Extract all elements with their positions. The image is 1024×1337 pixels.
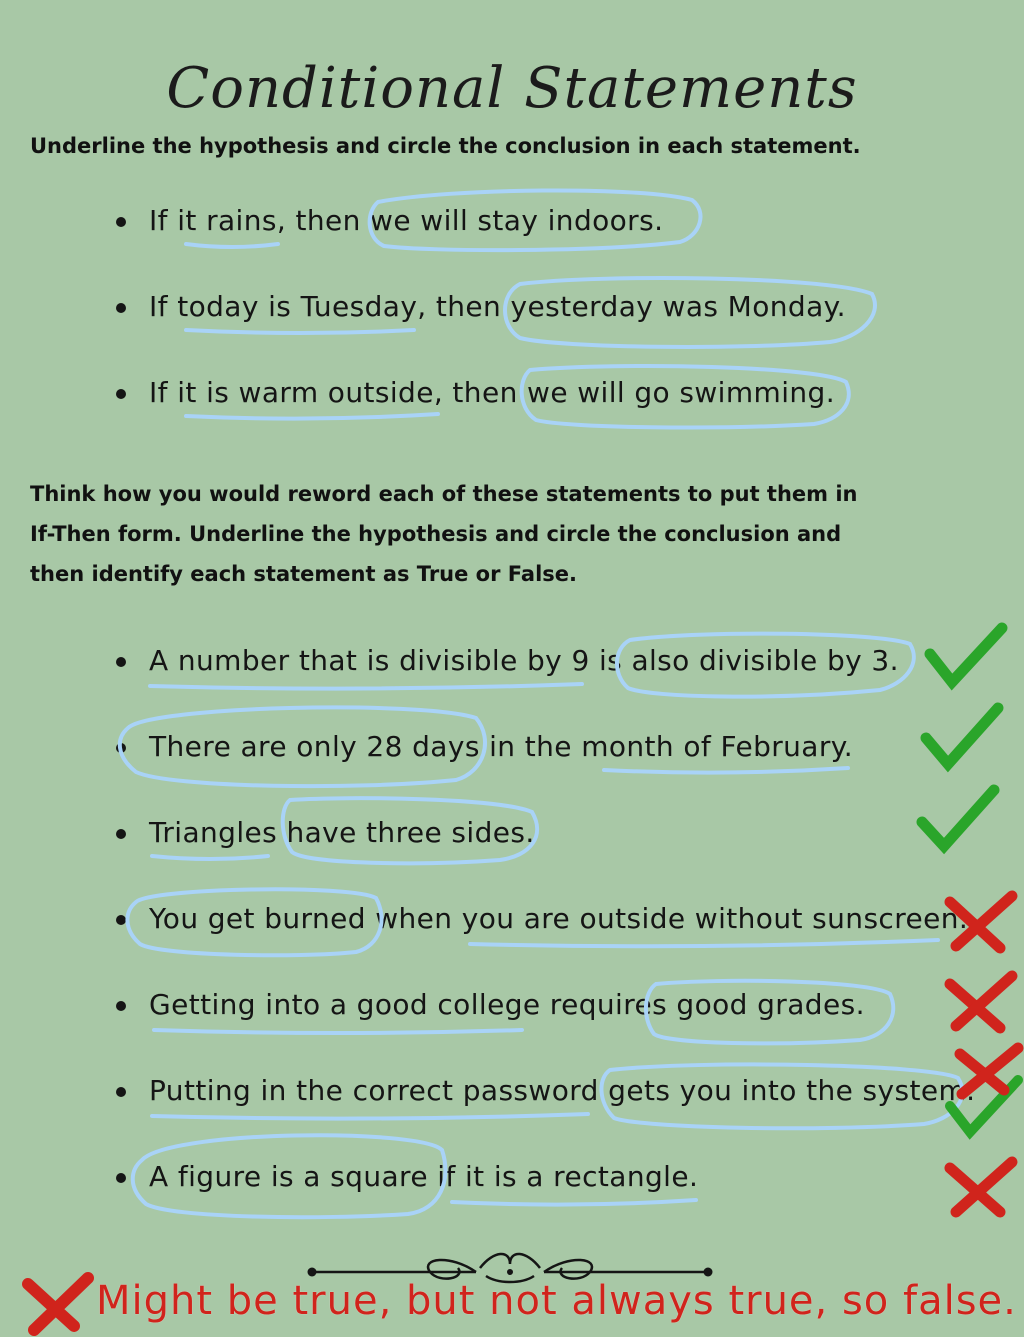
tf-statement-4: You get burned when you are outside without sunscreen. [116, 902, 968, 935]
check-icon [930, 628, 1002, 682]
cross-icon [950, 976, 1012, 1028]
underline-hypothesis-2 [186, 330, 414, 333]
statement-2: If today is Tuesday, then yesterday was Monday. [116, 290, 846, 323]
circle-conclusion-7 [127, 889, 381, 955]
underline-hypothesis-8 [154, 1030, 522, 1033]
circle-conclusion-8 [646, 981, 893, 1044]
statement-3: If it is warm outside, then we will go swimming. [116, 376, 835, 409]
underline-hypothesis-6 [152, 856, 268, 859]
footer-note: Might be true, but not always true, so false. [96, 1278, 1017, 1324]
tf-statement-7: A figure is a square if it is a rectangle. [116, 1160, 698, 1193]
instruction-2-line-2: If-Then form. Underline the hypothesis and circle the conclusion and [30, 522, 842, 546]
tf-statement-2: There are only 28 days in the month of February. [116, 730, 853, 763]
underline-hypothesis-7 [470, 940, 938, 946]
underline-hypothesis-9 [152, 1114, 588, 1119]
circle-conclusion-1 [370, 190, 701, 250]
check-icon [922, 790, 994, 846]
instruction-2-line-3: then identify each statement as True or False. [30, 562, 577, 586]
underline-hypothesis-4 [150, 684, 582, 689]
instruction-1: Underline the hypothesis and circle the conclusion in each statement. [30, 134, 861, 158]
cross-icon [950, 896, 1012, 948]
tf-statement-1: A number that is divisible by 9 is also divisible by 3. [116, 644, 899, 677]
cross-icon [950, 1162, 1012, 1212]
cross-icon [28, 1278, 88, 1330]
circle-conclusion-3 [522, 366, 849, 427]
tf-statement-5: Getting into a good college requires good grades. [116, 988, 865, 1021]
check-icon [926, 708, 998, 764]
underline-hypothesis-10 [452, 1200, 696, 1205]
circle-hypothesis-5 [120, 707, 485, 786]
circle-conclusion-4 [617, 634, 914, 697]
instruction-2-line-1: Think how you would reword each of these statements to put them in [30, 482, 858, 506]
circle-conclusion-9 [601, 1064, 962, 1128]
underline-conclusion-5 [604, 768, 848, 773]
statement-1: If it rains, then we will stay indoors. [116, 204, 663, 237]
underline-hypothesis-3 [186, 414, 438, 419]
tf-statement-6: Putting in the correct password gets you into the system. [116, 1074, 975, 1107]
circle-conclusion-10 [133, 1135, 446, 1217]
circle-conclusion-2 [505, 278, 875, 347]
tf-statement-3: Triangles have three sides. [116, 816, 535, 849]
page-title: Conditional Statements [166, 55, 858, 121]
underline-hypothesis-1 [186, 244, 278, 247]
circle-conclusion-6 [283, 798, 537, 863]
